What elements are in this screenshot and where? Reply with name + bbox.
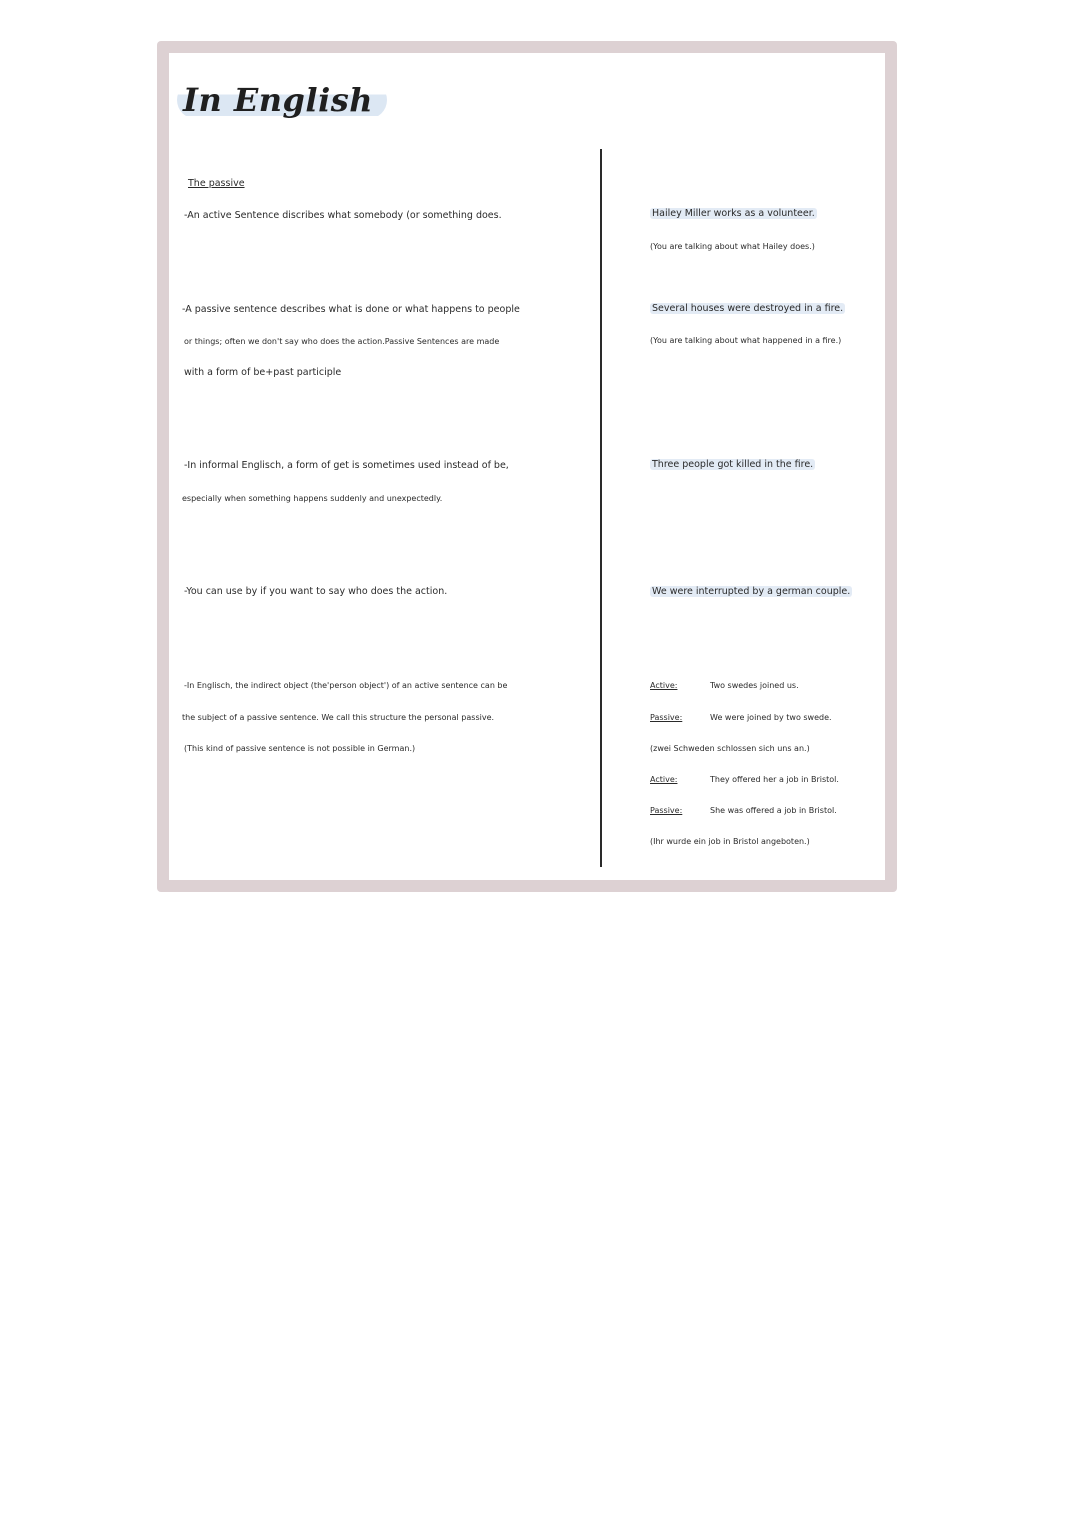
get-note-line: especially when something happens suddenly and unexpectedly. <box>182 494 443 503</box>
example-highlight: Hailey Miller works as a volunteer. <box>652 208 815 219</box>
german-note: (zwei Schweden schlossen sich uns an.) <box>650 744 810 753</box>
passive-note-line: with a form of be+past participle <box>184 367 342 378</box>
page-title: In English <box>177 81 387 119</box>
get-note-line: -In informal Englisch, a form of get is sometimes used instead of be, <box>184 460 509 471</box>
example-note: (You are talking about what Hailey does.) <box>650 242 815 251</box>
pair-text: We were joined by two swede. <box>710 713 832 722</box>
pair-label: Passive: <box>650 806 683 815</box>
passive-note-line: or things; often we don't say who does the action.Passive Sentences are made <box>184 337 500 346</box>
indirect-note-line: (This kind of passive sentence is not possible in German.) <box>184 744 416 753</box>
active-passive-pair <box>650 805 837 817</box>
example-sentence <box>650 586 852 598</box>
pair-text: They offered her a job in Bristol. <box>710 775 839 784</box>
active-passive-pair <box>650 712 832 724</box>
column-divider <box>600 149 602 867</box>
example-highlight: Several houses were destroyed in a fire. <box>652 303 844 314</box>
example-sentence <box>650 303 845 315</box>
active-passive-pair <box>650 774 839 786</box>
example-highlight: Three people got killed in the fire. <box>652 459 814 470</box>
pair-text: She was offered a job in Bristol. <box>710 806 837 815</box>
example-sentence <box>650 208 817 220</box>
example-note: (You are talking about what happened in a fire.) <box>650 336 842 345</box>
active-passive-pair <box>650 680 799 692</box>
passive-note-line: -A passive sentence describes what is done or what happens to people <box>182 304 520 315</box>
german-note: (Ihr wurde ein job in Bristol angeboten.) <box>650 837 810 846</box>
indirect-note-line: -In Englisch, the indirect object (the'person object') of an active sentence can be <box>184 681 508 690</box>
section-heading: The passive <box>188 178 245 189</box>
page-frame <box>157 41 897 892</box>
note-sheet <box>169 53 885 880</box>
example-sentence <box>650 459 815 471</box>
by-note: -You can use by if you want to say who does the action. <box>184 586 448 597</box>
example-highlight: We were interrupted by a german couple. <box>652 586 851 597</box>
indirect-note-line: the subject of a passive sentence. We call this structure the personal passive. <box>182 713 495 722</box>
pair-label: Passive: <box>650 713 683 722</box>
pair-label: Active: <box>650 775 678 784</box>
pair-text: Two swedes joined us. <box>710 681 799 690</box>
active-note: -An active Sentence discribes what somebody (or something does. <box>184 210 502 221</box>
pair-label: Active: <box>650 681 678 690</box>
